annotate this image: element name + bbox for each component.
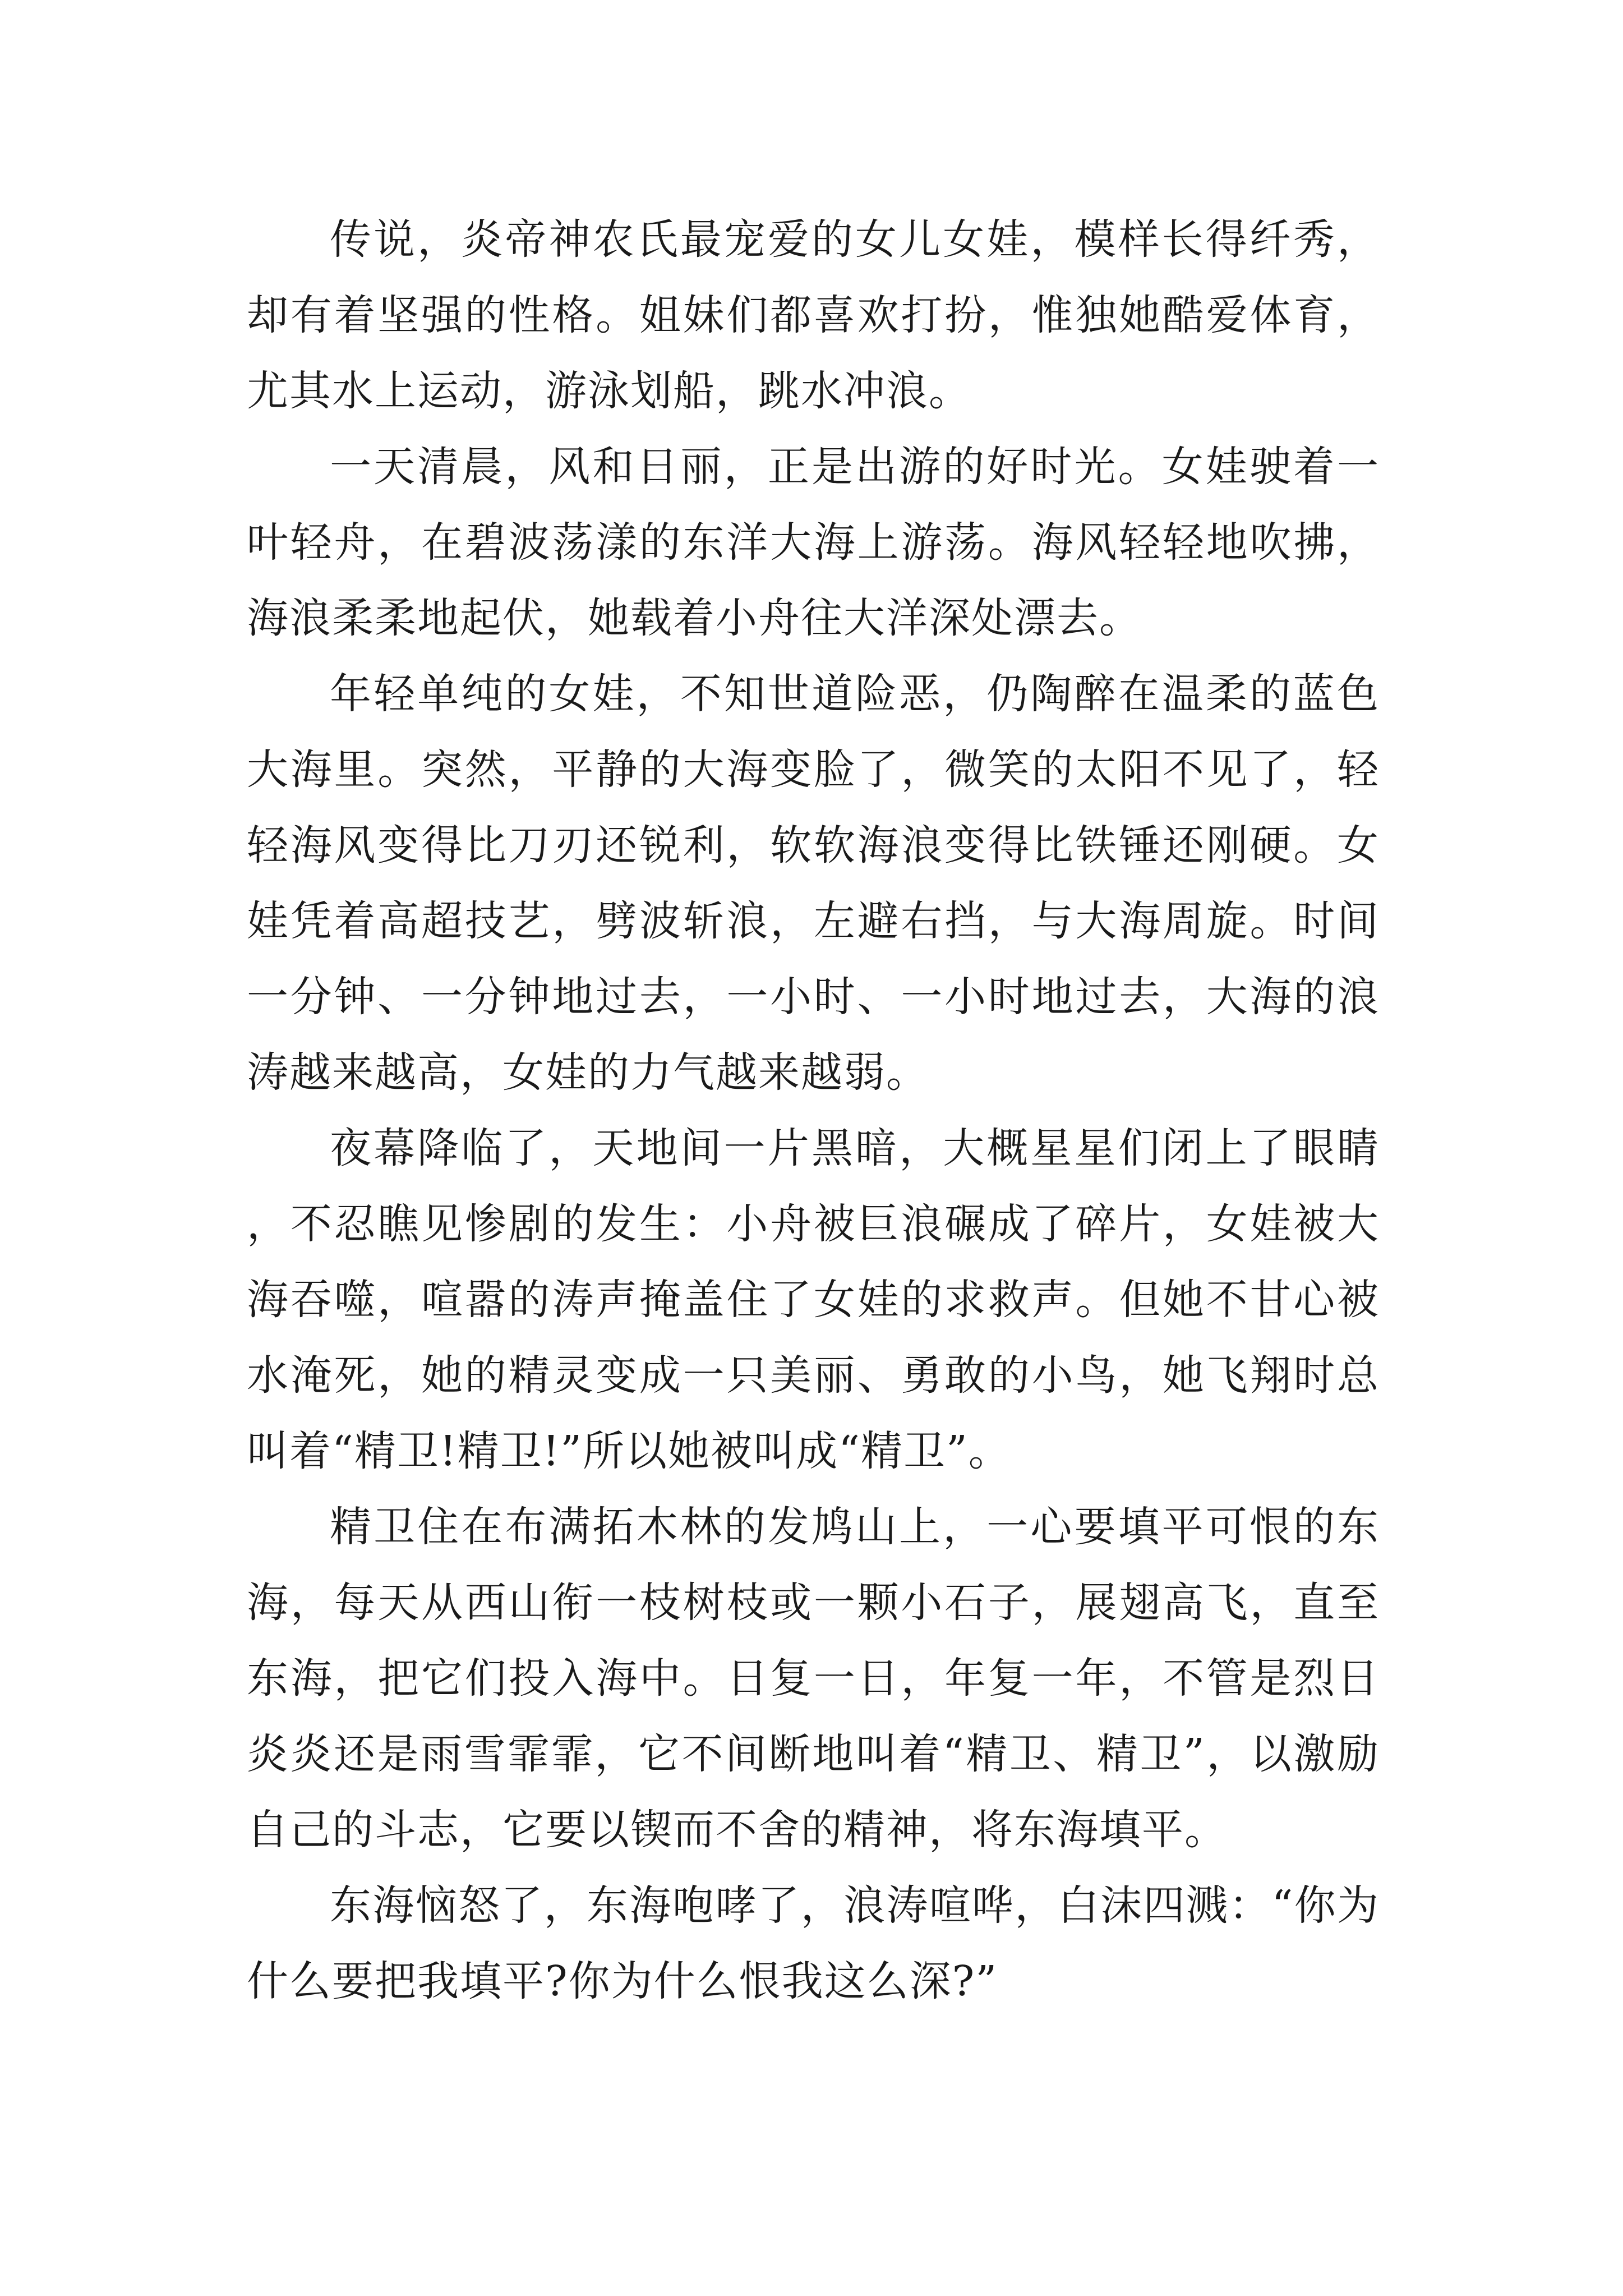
paragraph-5: 精卫住在布满拓木林的发鸠山上，一心要填平可恨的东海，每天从西山衔一枝树枝或一颗小石子，展翅高飞，直至东海，把它们投入海中。日复一日，年复一年，不管是烈日炎炎还是雨雪霏霏，它不间断地叫着“精卫、精卫”，以激励自己的斗志，它要以锲而不舍的精神，将东海填平。 xyxy=(247,1503,1380,1854)
paragraph-4: 夜幕降临了，天地间一片黑暗，大概星星们闭上了眼睛，不忍瞧见惨剧的发生：小舟被巨浪碾成了碎片，女娃被大海吞噬，喧嚣的涛声掩盖住了女娃的求救声。但她不甘心被水淹死，她的精灵变成一只美丽、勇敢的小鸟，她飞翔时总叫着“精卫!精卫!”所以她被叫成“精卫”。 xyxy=(247,1124,1380,1475)
story-text xyxy=(247,202,1380,2019)
paragraph-1: 传说，炎帝神农氏最宠爱的女儿女娃，模样长得纤秀，却有着坚强的性格。姐妹们都喜欢打扮，惟独她酷爱体育，尤其水上运动，游泳划船，跳水冲浪。 xyxy=(247,215,1380,415)
paragraph-2: 一天清晨，风和日丽，正是出游的好时光。女娃驶着一叶轻舟，在碧波荡漾的东洋大海上游荡。海风轻轻地吹拂，海浪柔柔地起伏，她载着小舟往大洋深处漂去。 xyxy=(247,443,1380,642)
paragraph-3: 年轻单纯的女娃，不知世道险恶，仍陶醉在温柔的蓝色大海里。突然，平静的大海变脸了，微笑的太阳不见了，轻轻海风变得比刀刃还锐利，软软海浪变得比铁锤还刚硬。女娃凭着高超技艺，劈波斩浪，左避右挡，与大海周旋。时间一分钟、一分钟地过去，一小时、一小时地过去，大海的浪涛越来越高，女娃的力气越来越弱。 xyxy=(247,670,1380,1097)
paragraph-6: 东海恼怒了，东海咆哮了，浪涛喧哗，白沫四溅：“你为什么要把我填平?你为什么恨我这么深?” xyxy=(247,1881,1380,2005)
